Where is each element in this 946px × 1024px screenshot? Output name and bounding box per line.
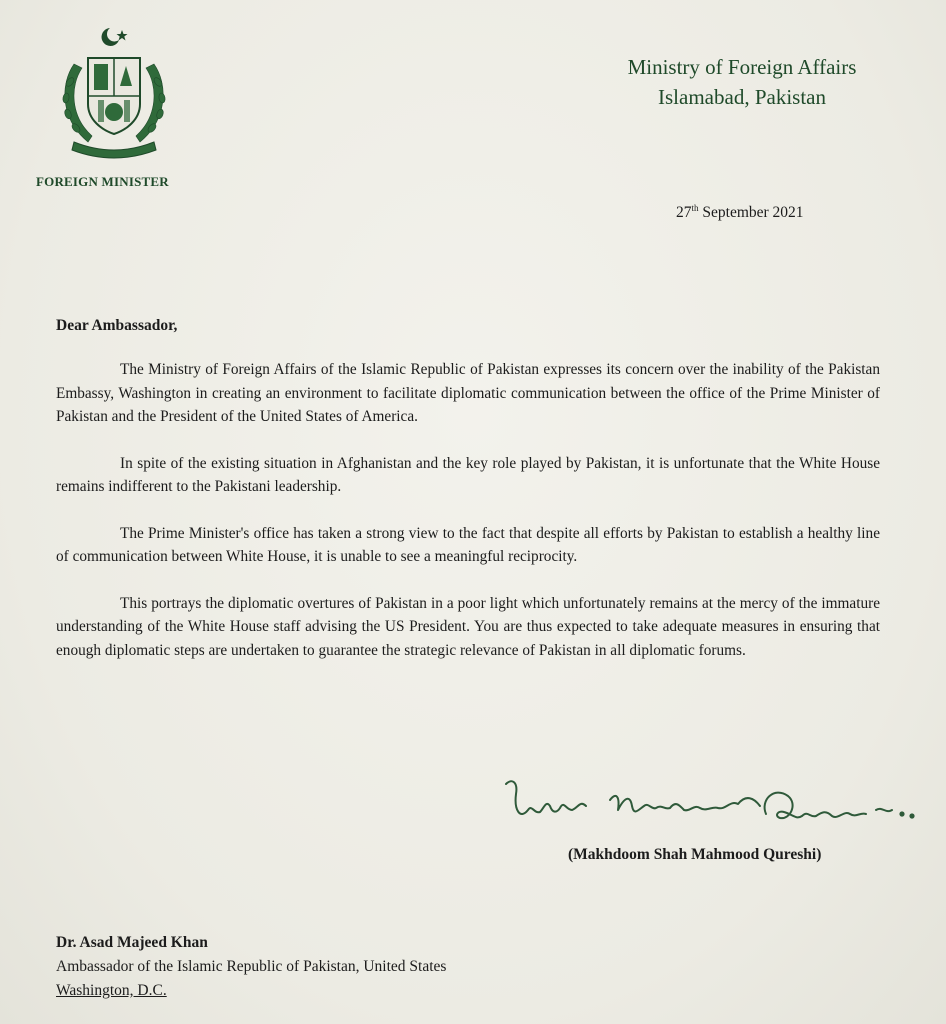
addressee-name: Dr. Asad Majeed Khan [56,934,208,951]
addressee-block [56,931,446,1003]
paragraph: This portrays the diplomatic overtures of Pakistan in a poor light which unfortunately remains at the mercy of the immature understanding of the White House staff advising the US President. You are thus expected to take adequate measures in ensuring that enough diplomatic steps are undertaken to guarantee the strategic relevance of Pakistan in all diplomatic forums. [56,594,880,659]
ministry-name: Ministry of Foreign Affairs [627,55,857,79]
scroll-banner-icon [72,142,156,158]
paragraph: In spite of the existing situation in Afghanistan and the key role played by Pakistan, it is unfortunate that the White House remains indifferent to the Pakistani leadership. [56,454,880,495]
date-day: 27 [676,204,692,221]
paragraph: The Prime Minister's office has taken a strong view to the fact that despite all efforts by Pakistan to establish a healthy line of communication between White House, it is unable to see a meaningful reciprocity. [56,524,880,565]
signatory-name: (Makhdoom Shah Mahmood Qureshi) [568,846,822,863]
date-suffix: th [691,202,699,213]
state-emblem-icon [52,24,176,164]
addressee-city: Washington, D.C. [56,982,167,999]
letter-date [676,204,804,222]
ministry-heading [582,52,902,112]
salutation: Dear Ambassador, [56,317,178,334]
handwritten-signature [498,770,928,850]
office-label: FOREIGN MINISTER [36,174,169,189]
ministry-location: Islamabad, Pakistan [658,85,826,109]
letter-body [56,358,880,685]
paragraph: The Ministry of Foreign Affairs of the Islamic Republic of Pakistan expresses its concern over the inability of the Pakistan Embassy, Washington in creating an environment to facilitate diplomatic communication between the office of the Prime Minister of Pakistan and the President of the United States of America. [56,361,880,425]
addressee-title: Ambassador of the Islamic Republic of Pakistan, United States [56,958,447,975]
shield-icon [88,58,140,134]
crescent-star-icon [102,28,128,46]
date-month-year: September 2021 [702,204,804,221]
